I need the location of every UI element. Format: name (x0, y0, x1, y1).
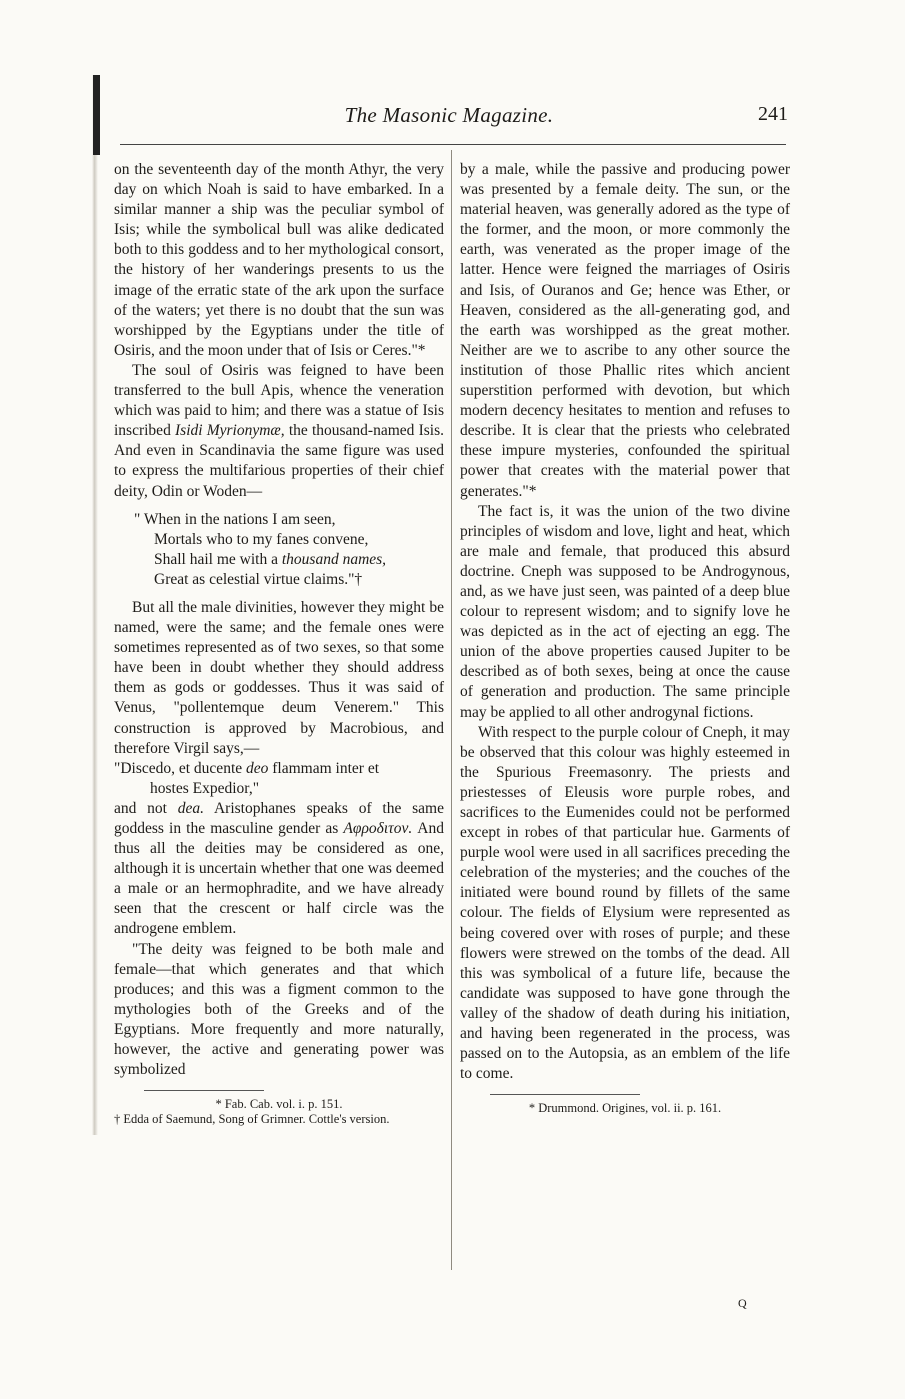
paragraph: With respect to the purple colour of Cneph, it may be observed that this colour was highly esteemed in the Spurious Freemasonry. The priests and priestesses of Eleusis wore purple robes, and sacrifices to the Eumenides could not be performed except in robes of that particular hue. Garments of purple wool were used in all sacrifices preceding the celebration of the mysteries; and the couches of the initiated were bound round by fillets of the same colour. The fields of Elysium were represented as being covered over with roses of purple; and these flowers were strewed on the tombs of the dead. All this was symbolical of a future life, because the candidate was supposed to have gone through the valley of the shadow of death during his initiation, and having been regenerated in the process, was passed on to the Autopsia, as an emblem of the life to come. (460, 723, 790, 1083)
paragraph: The soul of Osiris was feigned to have been transferred to the bull Apis, whence the veneration which was paid to him; and there was a statue of Isis inscribed Isidi Myrionymæ, the thousand-named Isis. And even in Scandinavia the same figure was used to express the multifarious properties of their chief deity, Odin or Woden— (114, 361, 444, 500)
left-column (114, 160, 444, 1127)
footnote: * Drummond. Origines, vol. ii. p. 161. (528, 1101, 722, 1116)
right-column (460, 160, 790, 1116)
paragraph: But all the male divinities, however they might be named, were the same; and the female ones were sometimes represented as of two sexes, so that some have been in doubt whether they should address them as gods or goddesses. Thus it was said of Venus, "pollentemque deum Venerem." This construction is approved by Macrobious, and therefore Virgil says,— (114, 598, 444, 757)
binding-edge (92, 75, 98, 1135)
verse-line: " When in the nations I am seen, (134, 510, 336, 528)
page-number: 241 (758, 103, 788, 125)
footnote: † Edda of Saemund, Song of Grimner. Cottle's version. (114, 1112, 390, 1127)
footnote-rule (144, 1090, 264, 1091)
paragraph: by a male, while the passive and producing power was presented by a female deity. The sun, or the material heaven, was generally adored as the type of the former, and the moon, or more commonly the earth, was venerated as the proper image of the latter. Hence were feigned the marriages of Osiris and Isis, of Ouranos and Ge; hence was Ether, or Heaven, considered as the all-generating god, and the earth was worshipped as the great mother. Neither are we to ascribe to any other source the institution of those Phallic rites which ancient superstition performed with devotion, but which modern decency hesitates to mention and refuses to describe. It is clear that the priests who celebrated these impure mysteries, confounded the spiritual power that creates with the material power that generates."* (460, 161, 790, 500)
verse-quote (134, 510, 444, 590)
column-divider (451, 150, 452, 1270)
paragraph: and not dea. Aristophanes speaks of the same goddess in the masculine gender as Αφροδιτον. And thus all the deities may be considered as one, although it is uncertain whether that one was deemed a male or an hermophradite, and we have already seen that the crescent or half circle was the androgene emblem. (114, 799, 445, 938)
header-rule (120, 144, 786, 145)
footnote-rule (490, 1094, 640, 1095)
running-title: The Masonic Magazine. (344, 103, 554, 127)
page-header (110, 103, 788, 133)
verse-line: Shall hail me with a thousand names, (154, 550, 387, 568)
paragraph: "The deity was feigned to be both male and female—that which generates and that which produces; and this was a figment common to the mythologies both of the Greeks and of the Egyptians. More frequently and more naturally, however, the active and generating power was symbolized (114, 940, 444, 1079)
footnote: * Fab. Cab. vol. i. p. 151. (215, 1097, 343, 1112)
paragraph: on the seventeenth day of the month Athyr, the very day on which Noah is said to have embarked. In a similar manner a ship was the peculiar symbol of Isis; while the symbolical bull was alike dedicated both to this goddess and to her mythological consort, the history of her wanderings presents to us the image of the erratic state of the ark upon the surface of the waters; yet there is no doubt that the sun was worshipped by the Egyptians under the title of Osiris, and the moon under that of Isis or Ceres."* (114, 161, 444, 359)
verse-line: Mortals who to my fanes convene, (154, 530, 369, 548)
verse-line: Great as celestial virtue claims."† (154, 570, 363, 588)
paragraph: The fact is, it was the union of the two divine principles of wisdom and love, light and heat, which are male and female, that produced this absurd doctrine. Cneph was supposed to be Androgynous, and, as we have just seen, was painted of a deep blue colour to represent wisdom; and to signify love he was depicted as in the act of ejecting an egg. The union of the above properties caused Jupiter to be described as of both sexes, being at once the cause of generation and production. The same principle may be applied to all other androgynal fictions. (460, 502, 790, 721)
signature-mark: Q (738, 1296, 747, 1310)
binding-mark (93, 75, 100, 155)
latin-quote: "Discedo, et ducente deo flammam inter et hostes Expedior," (114, 759, 380, 797)
